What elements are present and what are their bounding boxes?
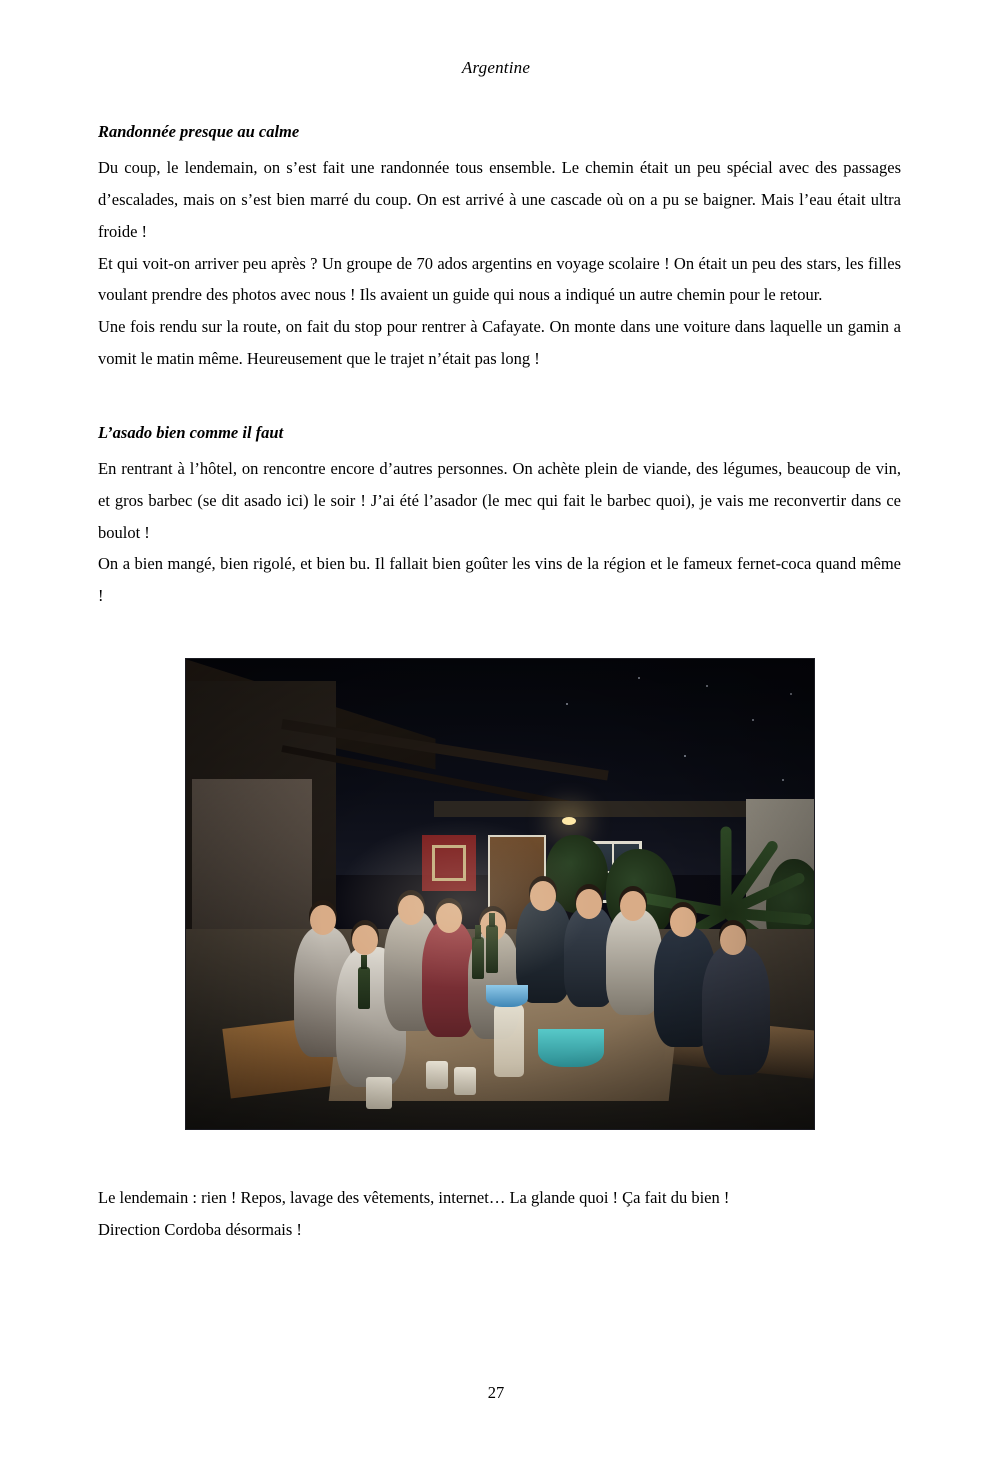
document-body bbox=[91, 122, 901, 1246]
guest-head bbox=[620, 891, 646, 921]
guest-head bbox=[720, 925, 746, 955]
blue-bowl bbox=[486, 985, 528, 1007]
water-jug bbox=[494, 1003, 524, 1077]
cup bbox=[366, 1077, 392, 1109]
guest-head bbox=[398, 895, 424, 925]
paragraph: On a bien mangé, bien rigolé, et bien bu. Il fallait bien goûter les vins de la région et le fameux fernet-coca quand même ! bbox=[98, 554, 901, 606]
guest-head bbox=[530, 881, 556, 911]
beer-bottle bbox=[358, 967, 370, 1009]
guest-head bbox=[670, 907, 696, 937]
paragraph: En rentrant à l’hôtel, on rencontre encore d’autres personnes. On achète plein de viande, des légumes, beaucoup de vin, et gros barbec (se dit asado ici) le soir ! J’ai été l’asador (le mec qui fait le barbec quoi), je vais me reconvertir dans ce boulot ! bbox=[98, 458, 901, 542]
paragraph: Direction Cordoba désormais ! bbox=[98, 1219, 302, 1239]
cup bbox=[426, 1061, 448, 1089]
page-number: 27 bbox=[487, 1383, 505, 1402]
paragraph: Le lendemain : rien ! Repos, lavage des vêtements, internet… La glande quoi ! Ça fait du bien ! bbox=[98, 1188, 730, 1208]
house-roof-edge bbox=[434, 801, 780, 817]
outdoor-lamp bbox=[562, 817, 576, 825]
photo-container bbox=[98, 658, 901, 1130]
asado-group-photo bbox=[185, 658, 815, 1130]
section-heading-randonnee: Randonnée presque au calme bbox=[98, 122, 300, 141]
guest-head bbox=[436, 903, 462, 933]
paragraph: Du coup, le lendemain, on s’est fait une randonnée tous ensemble. Le chemin était un peu spécial avec des passages d’escalades, mais on s’est bien marré du coup. On est arrivé à une cascade où on a pu se baigner. Mais l’eau était ultra froide ! bbox=[98, 158, 901, 241]
paragraph: Une fois rendu sur la route, on fait du stop pour rentrer à Cafayate. On monte dans une voiture dans laquelle un gamin a vomit le matin même. Heureusement que le trajet n’était pas long ! bbox=[98, 317, 901, 369]
closing-block bbox=[98, 1182, 901, 1246]
paragraph: Et qui voit-on arriver peu après ? Un groupe de 70 ados argentins en voyage scolaire ! On était un peu des stars, les filles voulant prendre des photos avec nous ! Ils avaient un guide qui nous a indiqué un autre chemin pour le retour. bbox=[98, 253, 901, 305]
wall-tapestry bbox=[422, 835, 476, 891]
cup bbox=[454, 1067, 476, 1095]
section-heading-asado: L’asado bien comme il faut bbox=[98, 422, 284, 442]
teal-basin bbox=[538, 1029, 604, 1067]
wine-bottle bbox=[472, 937, 484, 979]
guest bbox=[702, 945, 770, 1075]
wine-bottle bbox=[486, 925, 498, 973]
document-page bbox=[0, 58, 992, 1461]
guest-head bbox=[352, 925, 378, 955]
running-head: Argentine bbox=[461, 58, 531, 77]
guest-head bbox=[310, 905, 336, 935]
guest-head bbox=[576, 889, 602, 919]
